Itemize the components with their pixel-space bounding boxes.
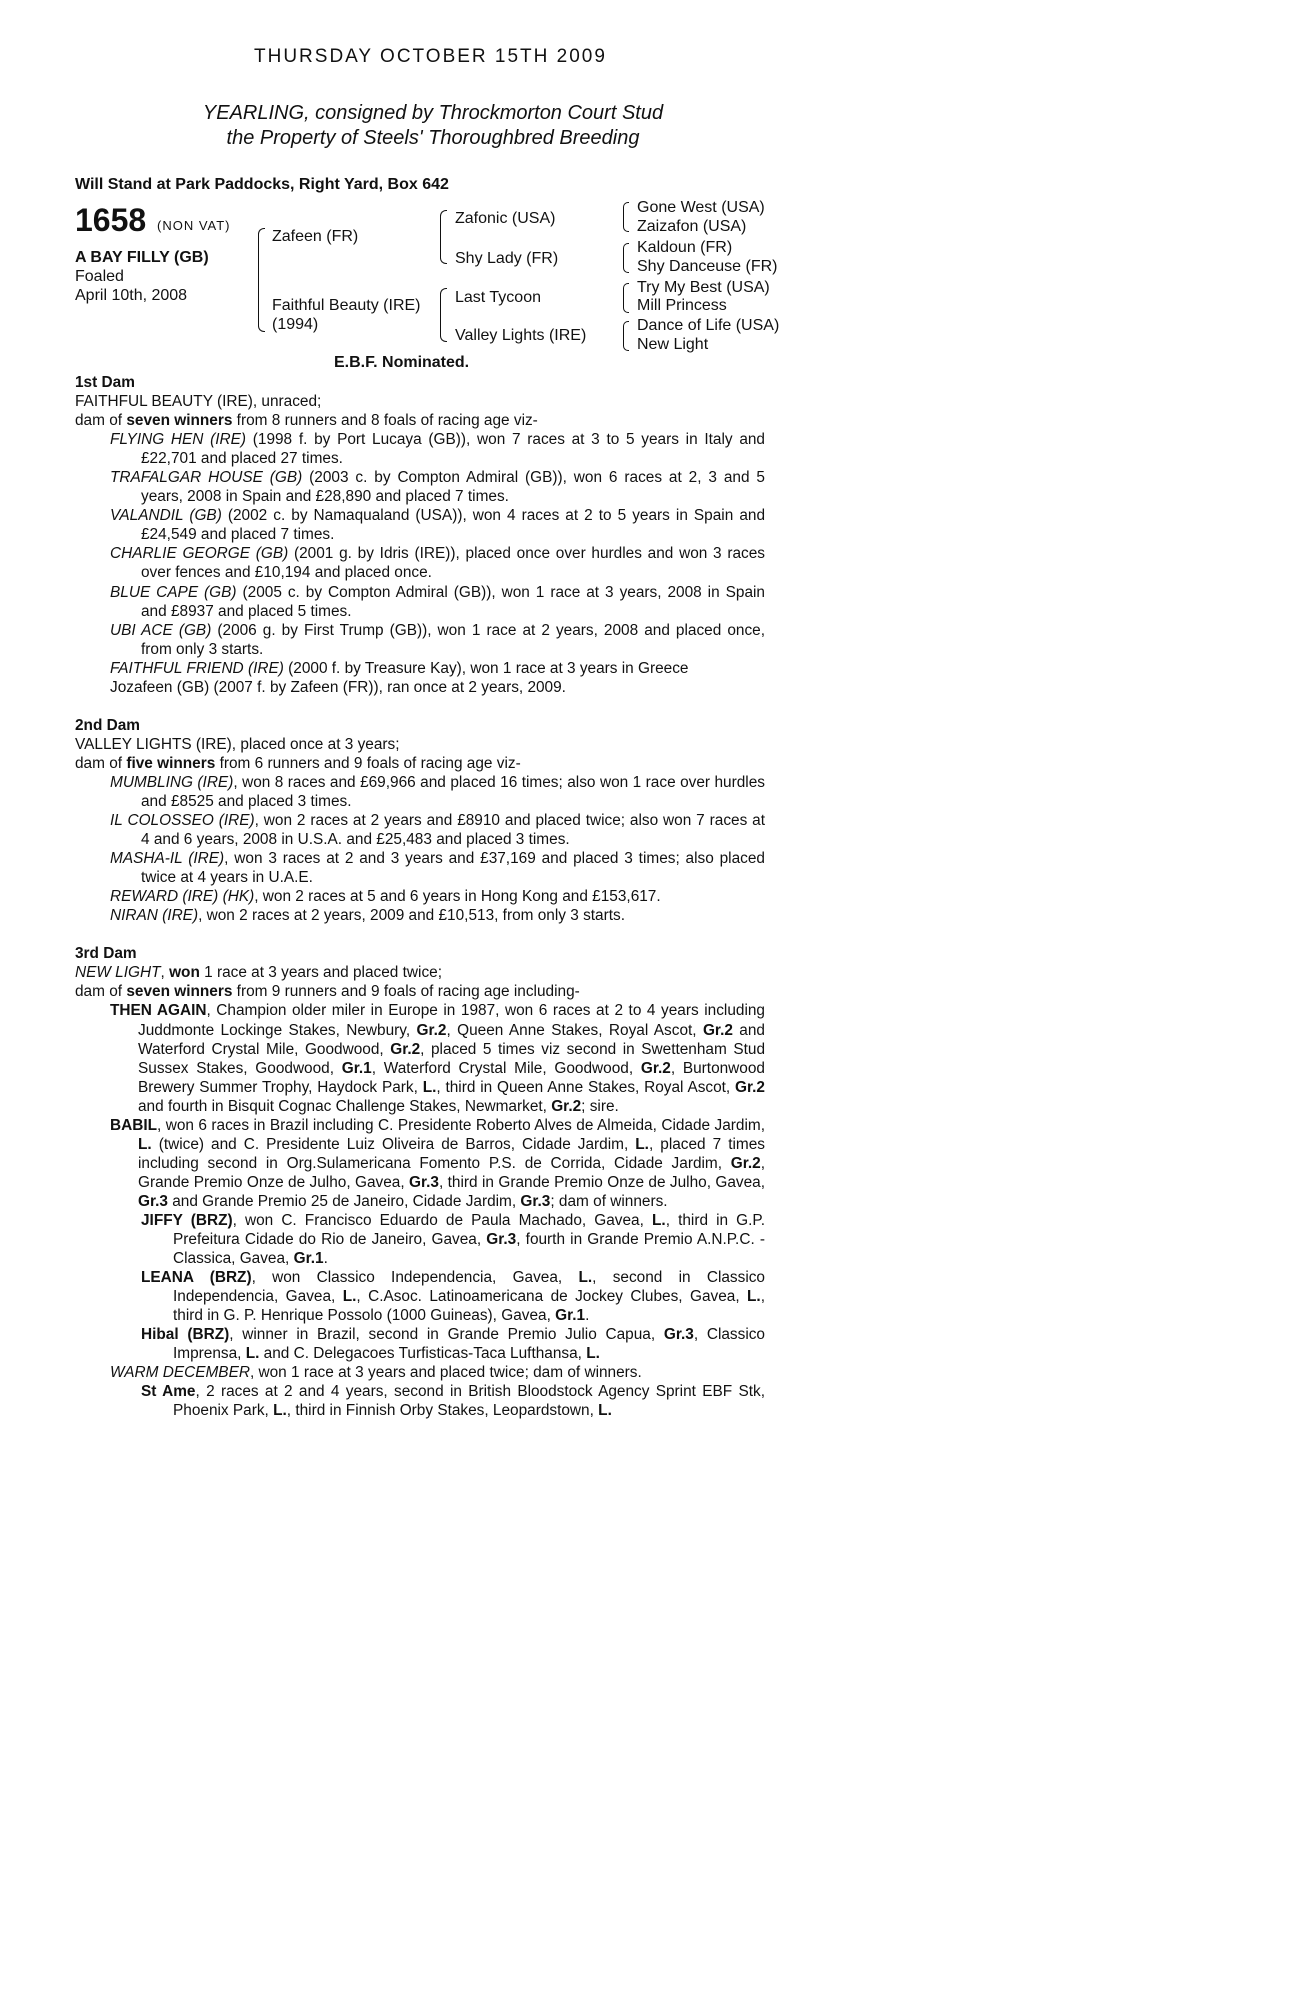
pedigree-g6: Mill Princess xyxy=(637,297,727,314)
dam1-entry-unraced: Jozafeen (GB) (2007 f. by Zafeen (FR)), ran once at 2 years, 2009. xyxy=(110,678,566,696)
pedigree-g1: Gone West (USA) xyxy=(637,199,765,216)
dam3-summary: NEW LIGHT, won 1 race at 3 years and placed twice; xyxy=(75,964,442,982)
pedigree-sire: Zafeen (FR) xyxy=(272,228,359,245)
dam3-entry-then-again: THEN AGAIN, Champion older miler in Europe in 1987, won 6 races at 2 to 4 years including Juddmonte Lockinge Stakes, Newbury, Gr.2, Queen Anne Stakes, Royal Ascot, Gr.2 and Waterford Crystal Mile, Goodwood, Gr.2, placed 5 times viz second in Swettenham Stud Sussex Stakes, Goodwood, Gr.1, Waterford Crystal Mile, Goodwood, Gr.2, Burtonwood Brewery Summer Trophy, Haydock Park, L., third in Queen Anne Stakes, Royal Ascot, Gr.2 and fourth in Bisquit Cognac Challenge Stakes, Newmarket, Gr.2; sire. xyxy=(110,1002,765,1115)
dam1-entry: FLYING HEN (IRE) (1998 f. by Port Lucaya (GB)), won 7 races at 3 to 5 years in Italy and £22,701 and placed 27 times. xyxy=(110,431,765,468)
dam1-entry: CHARLIE GEORGE (GB) (2001 g. by Idris (IRE)), placed once over hurdles and won 3 races over fences and £10,194 and placed once. xyxy=(110,545,765,582)
pedigree-brace-g78 xyxy=(623,321,629,351)
pedigree-brace-g12 xyxy=(623,202,629,232)
pedigree-g2: Zaizafon (USA) xyxy=(637,218,747,235)
pedigree-g5: Try My Best (USA) xyxy=(637,279,770,296)
dam3-entry-warm-december: WARM DECEMBER, won 1 race at 3 years and placed twice; dam of winners. xyxy=(110,1364,642,1382)
pedigree-g8: New Light xyxy=(637,336,709,353)
dam2-entry: NIRAN (IRE), won 2 races at 2 years, 2009 and £10,513, from only 3 starts. xyxy=(110,907,625,925)
dam2-summary: VALLEY LIGHTS (IRE), placed once at 3 years; xyxy=(75,735,400,753)
pedigree-g4: Shy Danceuse (FR) xyxy=(637,258,778,275)
dam2-produce-line: dam of five winners from 6 runners and 9 foals of racing age viz- xyxy=(75,754,521,772)
dam3-entry-babil: BABIL, won 6 races in Brazil including C. Presidente Roberto Alves de Almeida, Cidade Jardim, L. (twice) and C. Presidente Luiz Oliveira de Barros, Cidade Jardim, L., placed 7 times including second in Org.Sulamericana Fomento P.S. de Corrida, Cidade Jardim, Gr.2, Grande Premio Onze de Julho, Gavea, Gr.3, third in Grande Premio Onze de Julho, Gavea, Gr.3 and Grande Premio 25 de Janeiro, Cidade Jardim, Gr.3; dam of winners. xyxy=(110,1116,765,1210)
pedigree-sire-dam: Shy Lady (FR) xyxy=(455,250,559,267)
lot-number: 1658 xyxy=(75,202,147,238)
dam1-entry: UBI ACE (GB) (2006 g. by First Trump (GB)), won 1 race at 2 years, 2008 and placed once, from only 3 starts. xyxy=(110,621,765,658)
pedigree-dam: Faithful Beauty (IRE) xyxy=(272,297,421,314)
dam3-entry-st-ame: St Ame, 2 races at 2 and 4 years, second in British Bloodstock Agency Sprint EBF Stk, Phoenix Park, L., third in Finnish Orby Stakes, Leopardstown, L. xyxy=(141,1383,765,1420)
pedigree-brace-sire xyxy=(440,210,447,264)
dam2-entry: REWARD (IRE) (HK), won 2 races at 5 and 6 years in Hong Kong and £153,617. xyxy=(110,888,661,906)
foaled-label: Foaled xyxy=(75,268,124,285)
dam1-heading: 1st Dam xyxy=(75,374,135,391)
dam1-summary: FAITHFUL BEAUTY (IRE), unraced; xyxy=(75,393,322,411)
pedigree-brace-main xyxy=(258,228,265,332)
pedigree-sire-sire: Zafonic (USA) xyxy=(455,210,556,227)
sale-date: THURSDAY OCTOBER 15TH 2009 xyxy=(254,46,607,67)
lot-description: A BAY FILLY (GB) xyxy=(75,249,209,266)
consignor-line: YEARLING, consigned by Throckmorton Court Stud xyxy=(202,102,664,124)
dam3-entry-hibal: Hibal (BRZ), winner in Brazil, second in Grande Premio Julio Capua, Gr.3, Classico Imprensa, L. and C. Delegacoes Turfisticas-Taca Lufthansa, L. xyxy=(141,1326,765,1363)
pedigree-brace-g34 xyxy=(623,243,629,273)
dam1-entry: BLUE CAPE (GB) (2005 c. by Compton Admiral (GB)), won 1 race at 3 years, 2008 in Spain and £8937 and placed 5 times. xyxy=(110,583,765,620)
pedigree-g3: Kaldoun (FR) xyxy=(637,239,733,256)
pedigree-brace-dam xyxy=(440,288,447,342)
pedigree-dam-year: (1994) xyxy=(272,316,319,333)
dam2-entry: MUMBLING (IRE), won 8 races and £69,966 and placed 16 times; also won 1 race over hurdles and £8525 and placed 3 times. xyxy=(110,773,765,810)
catalogue-body xyxy=(75,373,765,1420)
dam3-entry-jiffy: JIFFY (BRZ), won C. Francisco Eduardo de Paula Machado, Gavea, L., third in G.P. Prefeitura Cidade do Rio de Janeiro, Gavea, Gr.3, fourth in Grande Premio A.N.P.C. - Classica, Gavea, Gr.1. xyxy=(141,1211,765,1268)
dam3-produce-line: dam of seven winners from 9 runners and 9 foals of racing age including- xyxy=(75,983,580,1001)
foaled-date: April 10th, 2008 xyxy=(75,287,188,304)
dam1-entry: FAITHFUL FRIEND (IRE) (2000 f. by Treasure Kay), won 1 race at 3 years in Greece xyxy=(110,659,689,677)
ebf-nominated: E.B.F. Nominated. xyxy=(334,354,470,371)
dam2-heading: 2nd Dam xyxy=(75,716,140,734)
dam1-entry: TRAFALGAR HOUSE (GB) (2003 c. by Compton Admiral (GB)), won 6 races at 2, 3 and 5 years, 2008 in Spain and £28,890 and placed 7 times. xyxy=(110,469,765,506)
pedigree-dam-dam: Valley Lights (IRE) xyxy=(455,327,587,344)
dam1-entry: VALANDIL (GB) (2002 c. by Namaqualand (USA)), won 4 races at 2 to 5 years in Spain and £24,549 and placed 7 times. xyxy=(110,507,765,544)
pedigree-g7: Dance of Life (USA) xyxy=(637,317,780,334)
dam2-entry: MASHA-IL (IRE), won 3 races at 2 and 3 years and £37,169 and placed 3 times; also placed twice at 4 years in U.A.E. xyxy=(110,850,765,887)
property-line: the Property of Steels' Thoroughbred Breeding xyxy=(226,127,640,149)
dam1-produce-line: dam of seven winners from 8 runners and 8 foals of racing age viz- xyxy=(75,412,538,430)
pedigree-brace-g56 xyxy=(623,283,629,313)
pedigree-dam-sire: Last Tycoon xyxy=(455,289,541,306)
dam3-entry-leana: LEANA (BRZ), won Classico Independencia, Gavea, L., second in Classico Independencia, Gavea, L., C.Asoc. Latinoamericana de Jockey Clubes, Gavea, L., third in G. P. Henrique Possolo (1000 Guineas), Gavea, Gr.1. xyxy=(141,1269,765,1325)
vat-status: (NON VAT) xyxy=(157,218,231,233)
stand-location: Will Stand at Park Paddocks, Right Yard, Box 642 xyxy=(75,176,449,193)
dam3-heading: 3rd Dam xyxy=(75,945,137,963)
dam2-entry: IL COLOSSEO (IRE), won 2 races at 2 years and £8910 and placed twice; also won 7 races at 4 and 6 years, 2008 in U.S.A. and £25,483 and placed 3 times. xyxy=(110,812,765,849)
